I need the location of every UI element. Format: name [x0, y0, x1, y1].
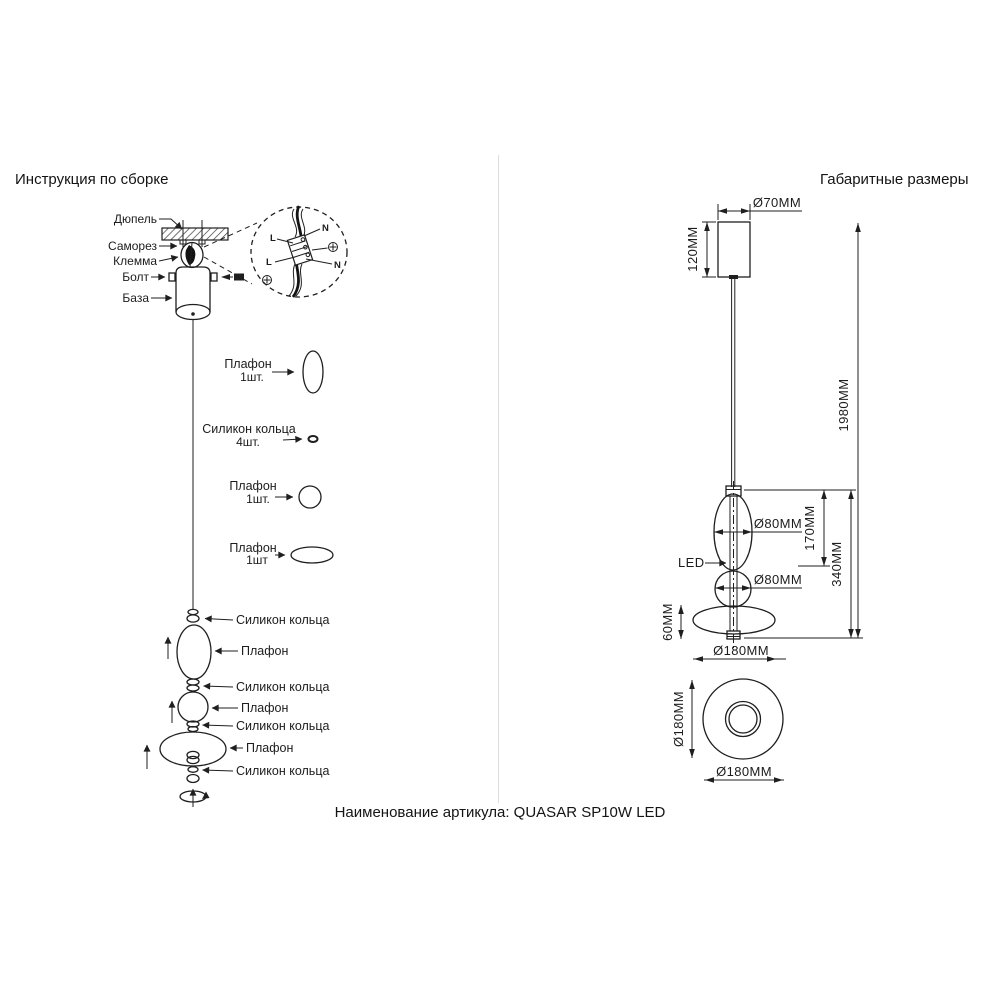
part-shade-sphere — [229, 479, 321, 508]
callout-dowel: Дюпель — [113, 212, 157, 226]
wire-l-top: L — [270, 233, 276, 244]
dim-shade-section-height — [798, 490, 830, 566]
svg-text:Плафон: Плафон — [246, 741, 294, 755]
svg-text:Ø80MM: Ø80MM — [753, 516, 803, 531]
svg-text:Ø70MM: Ø70MM — [752, 195, 802, 210]
callout-bolt: Болт — [122, 270, 149, 284]
stack-labels — [203, 613, 330, 778]
svg-text:1шт: 1шт — [246, 553, 268, 567]
assembly-diagram — [108, 206, 347, 807]
svg-text:60MM: 60MM — [660, 603, 675, 641]
dim-canopy-height — [685, 222, 716, 277]
svg-text:Ø180MM: Ø180MM — [716, 764, 772, 779]
svg-text:Плафон: Плафон — [241, 701, 289, 715]
dim-disc-height — [660, 603, 684, 641]
assembly-stack — [147, 609, 329, 807]
right-panel-title: Габаритные размеры — [820, 171, 969, 188]
svg-text:Ø180MM: Ø180MM — [713, 643, 769, 658]
terminal-block — [287, 235, 312, 265]
dim-bottom-view-vertical — [671, 680, 695, 758]
wire-n-top: N — [322, 223, 329, 234]
canopy — [718, 222, 750, 279]
dim-canopy-diameter — [718, 195, 802, 220]
bolt-left — [169, 273, 175, 281]
part-shade-oval — [224, 351, 323, 393]
pendant-cord — [732, 279, 735, 487]
svg-text:1980MM: 1980MM — [836, 378, 851, 432]
ground-icon — [329, 243, 338, 252]
svg-text:Силикон кольца: Силикон кольца — [202, 422, 296, 436]
svg-text:340MM: 340MM — [829, 541, 844, 587]
svg-text:Силикон кольца: Силикон кольца — [236, 680, 330, 694]
svg-text:Плафон: Плафон — [229, 479, 277, 493]
rotate-direction-icon — [180, 789, 210, 807]
dim-bottom-view-horizontal — [704, 764, 784, 783]
callout-base: База — [122, 291, 149, 305]
svg-text:Силикон кольца: Силикон кольца — [236, 719, 330, 733]
wiring-detail — [204, 206, 347, 297]
callout-screw: Саморез — [108, 239, 157, 253]
bolt-right — [211, 273, 217, 281]
part-silicone-rings — [202, 422, 317, 449]
svg-text:Плафон: Плафон — [229, 541, 277, 555]
base-cylinder — [176, 267, 210, 320]
dim-top-shade-diameter — [714, 516, 802, 535]
lamp-bottom-view — [703, 679, 783, 759]
svg-text:4шт.: 4шт. — [236, 435, 260, 449]
lamp-front-view — [693, 481, 775, 648]
svg-text:Силикон кольца: Силикон кольца — [236, 613, 330, 627]
assembly-callouts — [108, 212, 182, 305]
parts-list — [202, 351, 333, 567]
part-shade-disc — [229, 541, 333, 567]
svg-text:Плафон: Плафон — [224, 357, 272, 371]
ground-icon — [263, 276, 272, 285]
callout-clamp: Клемма — [113, 254, 157, 268]
dim-fixture-height — [829, 490, 854, 638]
dim-middle-shade-diameter — [715, 572, 802, 591]
svg-text:120MM: 120MM — [685, 226, 700, 272]
wire-n-bottom: N — [334, 260, 341, 271]
bolt-insert-arrow-icon — [221, 274, 244, 281]
svg-text:Ø180MM: Ø180MM — [671, 691, 686, 747]
svg-text:Силикон кольца: Силикон кольца — [236, 764, 330, 778]
svg-text:1шт.: 1шт. — [240, 370, 264, 384]
wire-l-bottom: L — [266, 257, 272, 268]
svg-text:1шт.: 1шт. — [246, 492, 270, 506]
article-caption: Наименование артикула: QUASAR SP10W LED — [334, 804, 666, 821]
dim-disc-diameter — [693, 643, 786, 662]
svg-text:Плафон: Плафон — [241, 644, 289, 658]
left-panel-title: Инструкция по сборке — [15, 171, 169, 188]
clamp-cover — [181, 243, 203, 268]
svg-text:170MM: 170MM — [802, 505, 817, 551]
svg-text:Ø80MM: Ø80MM — [753, 572, 803, 587]
svg-text:LED: LED — [678, 555, 705, 570]
dimensions-diagram — [660, 195, 863, 783]
